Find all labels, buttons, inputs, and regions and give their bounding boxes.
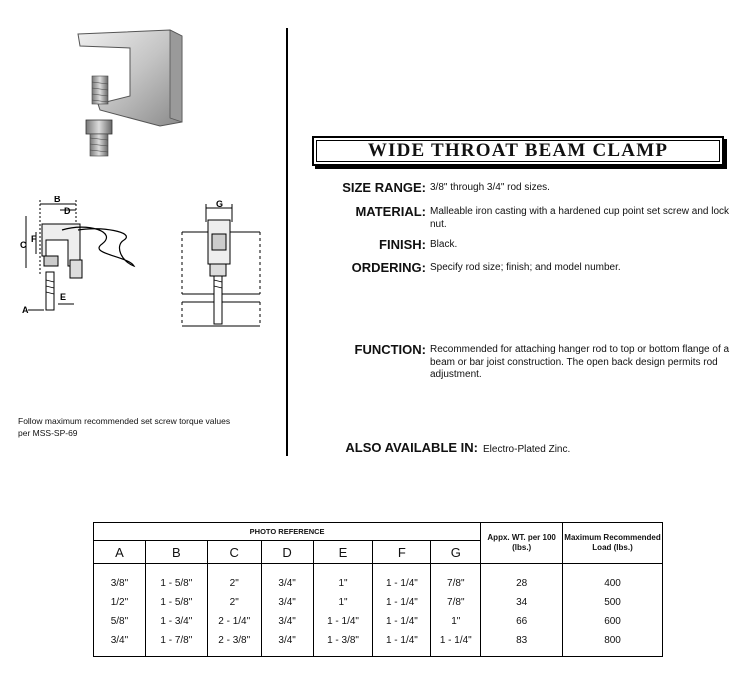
dim-label-g: G: [216, 199, 224, 209]
table-cell: 2 - 1/4": [218, 616, 251, 627]
torque-note-line1: Follow maximum recommended set screw torque values: [18, 416, 231, 426]
col-header-d: D: [261, 541, 313, 564]
col-g-values: [431, 564, 481, 657]
col-header-g: G: [431, 541, 481, 564]
table-cell: 600: [604, 616, 621, 627]
table-cell: 800: [604, 635, 621, 646]
table-cell: 2": [229, 597, 239, 608]
table-cell: 1 - 5/8": [160, 578, 193, 589]
table-cell: 83: [516, 635, 528, 646]
table-cell: 1 - 3/4": [160, 616, 193, 627]
col-d-values: [261, 564, 313, 657]
table-cell: 1 - 1/4": [439, 635, 472, 646]
table-cell: 1 - 1/4": [385, 578, 418, 589]
load-header: Maximum Recommended Load (lbs.): [563, 523, 663, 564]
dim-label-e: E: [60, 292, 67, 302]
load-values: [563, 564, 663, 657]
table-cell: 34: [516, 597, 528, 608]
col-f-values: [373, 564, 431, 657]
finish-label: FINISH:: [379, 237, 426, 252]
table-cell: 1 - 1/4": [385, 616, 418, 627]
table-cell: 3/4": [278, 578, 296, 589]
material-label: MATERIAL:: [355, 204, 426, 219]
table-cell: 3/4": [278, 616, 296, 627]
table-cell: 1 - 3/8": [327, 635, 359, 646]
table-cell: 3/4": [278, 635, 296, 646]
col-header-b: B: [145, 541, 207, 564]
ordering-value: Specify rod size; finish; and model number.: [430, 262, 621, 273]
dim-label-b: B: [54, 196, 61, 204]
function-value: Recommended for attaching hanger rod to top or bottom flange of a beam or bar joist construction. The open back design permits rod adjustment.: [430, 344, 730, 380]
clamp-photo: [70, 26, 190, 162]
finish-value: Black.: [430, 239, 458, 250]
function-label: FUNCTION:: [354, 342, 426, 357]
table-cell: 1": [338, 578, 348, 589]
table-cell: 2": [229, 578, 239, 589]
table-cell: 3/4": [278, 597, 296, 608]
table-cell: 1 - 1/4": [385, 597, 418, 608]
size-range-value: 3/8" through 3/4" rod sizes.: [430, 182, 550, 193]
dim-label-f: F: [31, 234, 37, 244]
table-cell: 1 - 1/4": [327, 616, 359, 627]
torque-note-line2: per MSS-SP-69: [18, 428, 78, 438]
table-cell: 1 - 1/4": [385, 635, 418, 646]
table-cell: 66: [516, 616, 528, 627]
photo-reference-header: PHOTO REFERENCE: [94, 523, 481, 541]
material-value: Malleable iron casting with a hardened cup point set screw and lock nut.: [430, 206, 730, 230]
table-cell: 1 - 7/8": [160, 635, 193, 646]
dim-label-c: C: [20, 240, 27, 250]
ordering-label: ORDERING:: [351, 260, 426, 275]
table-cell: 5/8": [110, 616, 129, 627]
col-header-f: F: [373, 541, 431, 564]
col-c-values: [207, 564, 261, 657]
table-cell: 3/8": [110, 578, 129, 589]
table-cell: 500: [604, 597, 621, 608]
page-title: WIDE THROAT BEAM CLAMP: [316, 140, 720, 162]
table-body: [94, 564, 663, 657]
table-cell: 7/8": [447, 597, 465, 608]
table-cell: 2 - 3/8": [218, 635, 251, 646]
also-available-label: ALSO AVAILABLE IN:: [345, 440, 478, 455]
table-cell: 1": [451, 616, 461, 627]
col-b-values: [145, 564, 207, 657]
table-cell: 28: [516, 578, 528, 589]
table-cell: 400: [604, 578, 621, 589]
col-header-e: E: [313, 541, 373, 564]
table-cell: 1": [338, 597, 348, 608]
weight-header: Appx. WT. per 100 (lbs.): [481, 523, 563, 564]
col-a-values: [94, 564, 146, 657]
size-range-label: SIZE RANGE:: [342, 180, 426, 195]
col-header-a: A: [94, 541, 146, 564]
dimension-diagram: [18, 196, 150, 322]
table-cell: 1 - 5/8": [160, 597, 193, 608]
table-cell: 1/2": [110, 597, 129, 608]
spec-table: [93, 522, 663, 657]
table-cell: 7/8": [447, 578, 465, 589]
col-header-c: C: [207, 541, 261, 564]
title-box: [312, 136, 724, 166]
dim-label-a: A: [22, 305, 29, 315]
also-available-value: Electro-Plated Zinc.: [483, 444, 571, 455]
table-cell: 3/4": [110, 635, 129, 646]
dim-label-d: D: [64, 206, 71, 216]
weight-values: [481, 564, 563, 657]
col-e-values: [313, 564, 373, 657]
